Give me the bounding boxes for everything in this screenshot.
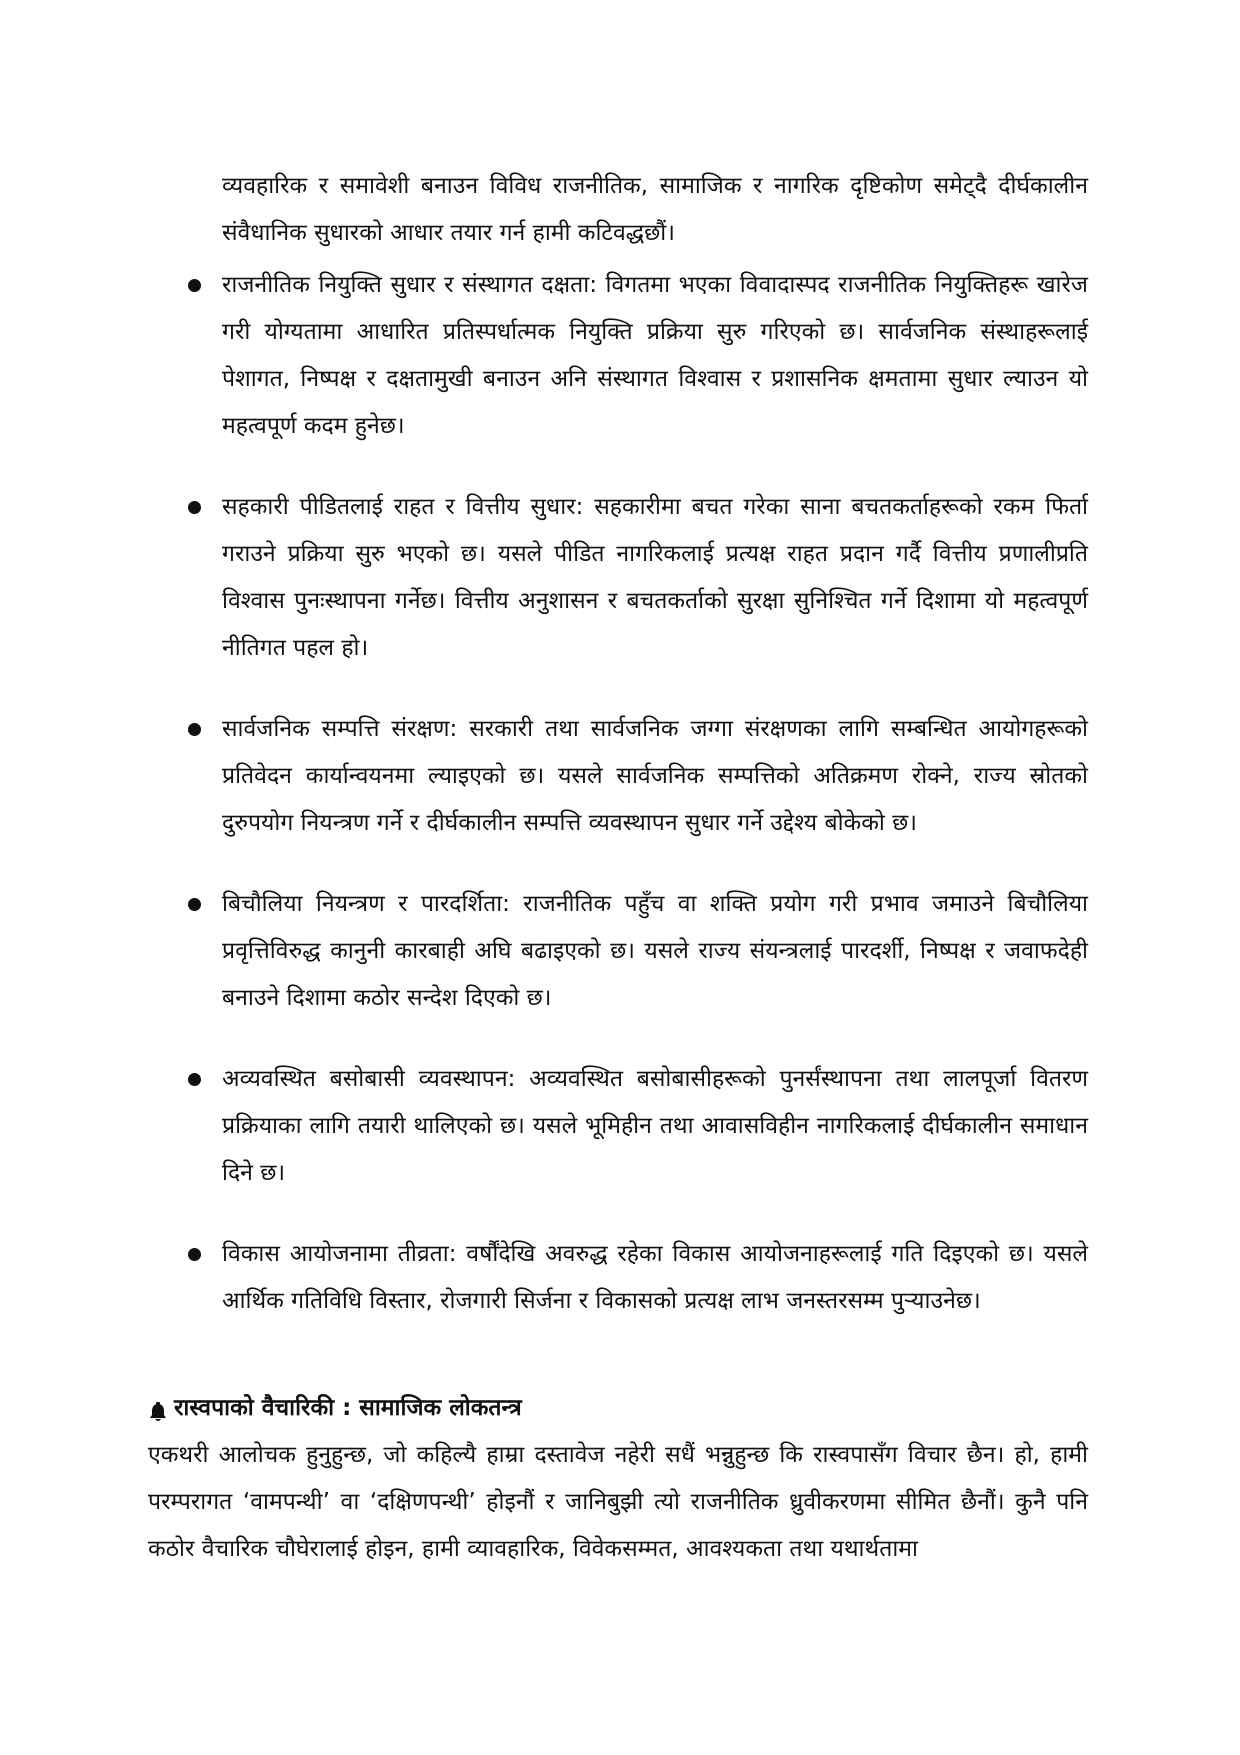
- list-item: [186, 1231, 1088, 1325]
- bullet-title: बिचौलिया नियन्त्रण र पारदर्शिता:: [222, 891, 510, 917]
- section-body: एकथरी आलोचक हुनुहुन्छ, जो कहिल्यै हाम्रा दस्तावेज नहेरी सधैं भन्नुहुन्छ कि रास्वपासँग विचार छैन। हो, हामी परम्परागत ‘वामपन्थी’ वा ‘दक्षिणपन्थी’ होइनौं र जानिबुझी त्यो राजनीतिक ध्रुवीकरणमा सीमित छैनौं। कुनै पनि कठोर वैचारिक चौघेरालाई होइन, हामी व्यावहारिक, विवेकसम्मत, आवश्यकता तथा यथार्थतामा: [148, 1442, 1088, 1562]
- bullet-text: राजनीतिक पहुँच वा शक्ति प्रयोग गरी प्रभाव जमाउने बिचौलिया प्रवृत्तिविरुद्ध कानुनी कारबाही अघि बढाइएको छ। यसले राज्य संयन्त्रलाई पारदर्शी, निष्पक्ष र जवाफदेही बनाउने दिशामा कठोर सन्देश दिएको छ।: [222, 891, 1089, 1011]
- list-item: [186, 1056, 1088, 1197]
- bullet-text: वर्षौंदेखि अवरुद्ध रहेका विकास आयोजनाहरूलाई गति दिइएको छ। यसले आर्थिक गतिविधि विस्तार, रोजगारी सिर्जना र विकासको प्रत्यक्ष लाभ जनस्तरसम्म पुऱ्याउनेछ।: [222, 1241, 1088, 1314]
- bullet-text: सरकारी तथा सार्वजनिक जग्गा संरक्षणका लागि सम्बन्धित आयोगहरूको प्रतिवेदन कार्यान्वयनमा ल्याइएको छ। यसले सार्वजनिक सम्पत्तिको अतिक्रमण रोक्ने, राज्य स्रोतको दुरुपयोग नियन्त्रण गर्ने र दीर्घकालीन सम्पत्ति व्यवस्थापन सुधार गर्ने उद्देश्य बोकेको छ।: [222, 716, 1088, 836]
- list-item: [186, 881, 1088, 1022]
- list-item: [186, 706, 1088, 847]
- section-heading-text: रास्वपाको वैचारिकी : सामाजिक लोकतन्त्र: [174, 1395, 522, 1421]
- bullet-dot-icon: [188, 279, 201, 292]
- bell-icon: [148, 1397, 168, 1419]
- bullet-title: सार्वजनिक सम्पत्ति संरक्षण:: [222, 716, 458, 742]
- bullet-dot-icon: [188, 1248, 201, 1261]
- section-heading: [148, 1388, 1088, 1428]
- bullet-dot-icon: [188, 501, 201, 514]
- bullet-list: [186, 262, 1088, 1359]
- intro-paragraph: व्यवहारिक र समावेशी बनाउन विविध राजनीतिक, सामाजिक र नागरिक दृष्टिकोण समेट्दै दीर्घकालीन संवैधानिक सुधारको आधार तयार गर्न हामी कटिवद्धछौं।: [222, 173, 1088, 246]
- bullet-text: सहकारीमा बचत गरेका साना बचतकर्ताहरूको रकम फिर्ता गराउने प्रक्रिया सुरु भएको छ। यसले पीडित नागरिकलाई प्रत्यक्ष राहत प्रदान गर्दै वित्तीय प्रणालीप्रति विश्वास पुनःस्थापना गर्नेछ। वित्तीय अनुशासन र बचतकर्ताको सुरक्षा सुनिश्चित गर्ने दिशामा यो महत्वपूर्ण नीतिगत पहल हो।: [222, 494, 1089, 661]
- bullet-title: राजनीतिक नियुक्ति सुधार र संस्थागत दक्षता:: [222, 272, 597, 298]
- bullet-text: अव्यवस्थित बसोबासीहरूको पुनर्संस्थापना तथा लालपूर्जा वितरण प्रक्रियाका लागि तयारी थालिएको छ। यसले भूमिहीन तथा आवासविहीन नागरिकलाई दीर्घकालीन समाधान दिने छ।: [222, 1066, 1089, 1186]
- bullet-dot-icon: [188, 898, 201, 911]
- bullet-title: अव्यवस्थित बसोबासी व्यवस्थापन:: [222, 1066, 516, 1092]
- list-item: [186, 262, 1088, 450]
- bullet-dot-icon: [188, 723, 201, 736]
- bullet-title: विकास आयोजनामा तीव्रता:: [222, 1241, 457, 1267]
- bullet-dot-icon: [188, 1073, 201, 1086]
- list-item: [186, 484, 1088, 672]
- bullet-title: सहकारी पीडितलाई राहत र वित्तीय सुधार:: [222, 494, 584, 520]
- bullet-text: विगतमा भएका विवादास्पद राजनीतिक नियुक्तिहरू खारेज गरी योग्यतामा आधारित प्रतिस्पर्धात्मक नियुक्ति प्रक्रिया सुरु गरिएको छ। सार्वजनिक संस्थाहरूलाई पेशागत, निष्पक्ष र दक्षतामुखी बनाउन अनि संस्थागत विश्वास र प्रशासनिक क्षमतामा सुधार ल्याउन यो महत्वपूर्ण कदम हुनेछ।: [222, 272, 1088, 439]
- ideology-section: [148, 1388, 1088, 1573]
